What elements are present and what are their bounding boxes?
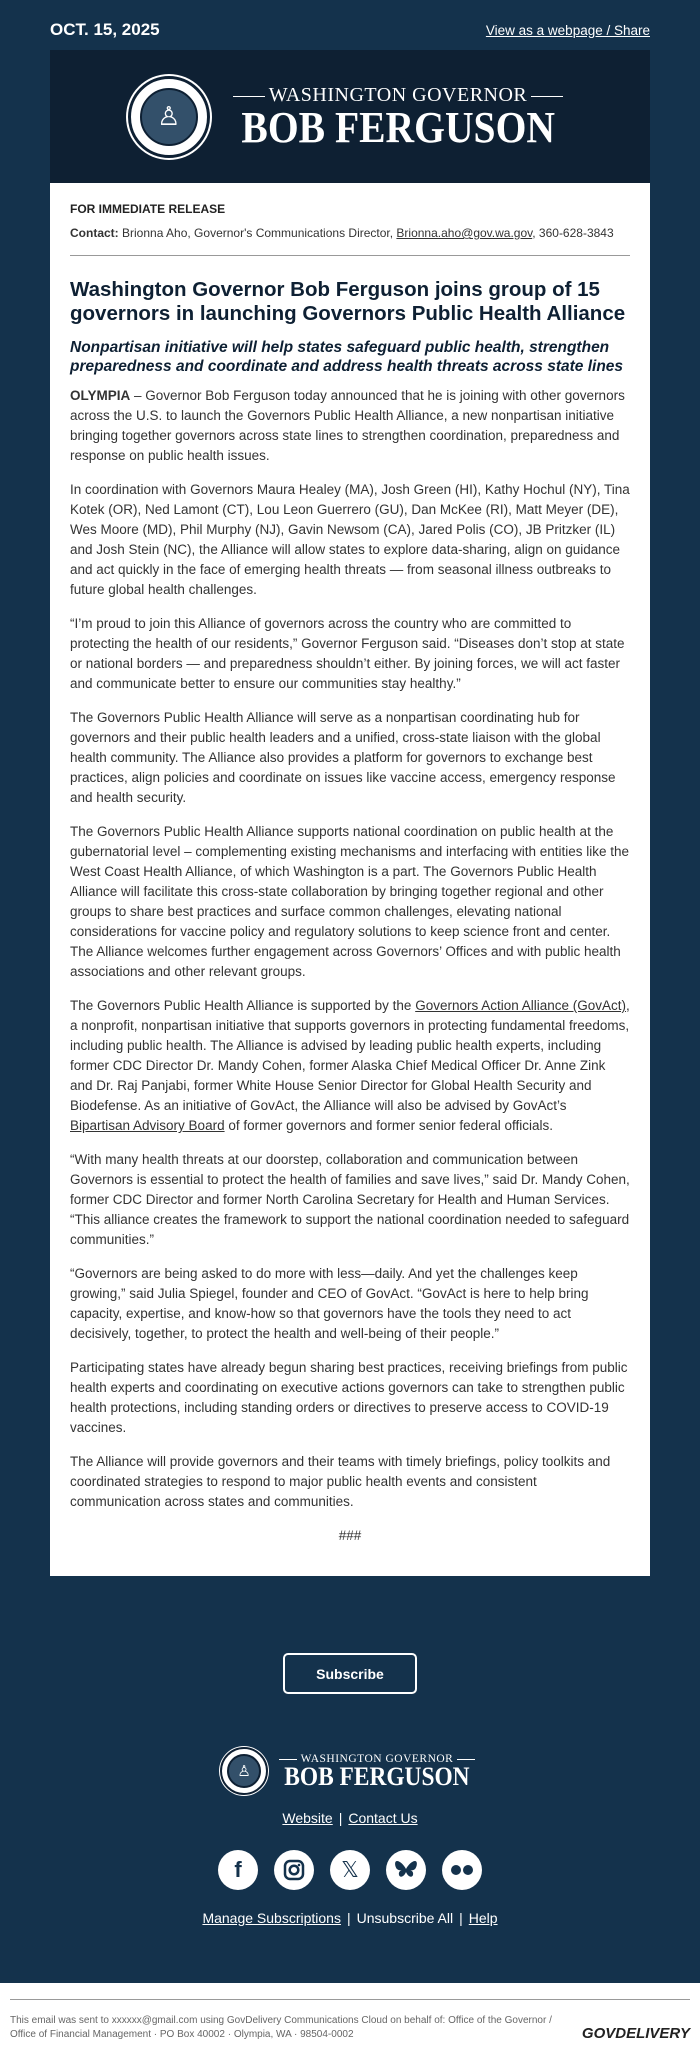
wordmark-line2: BOB FERGUSON	[241, 103, 555, 152]
governor-wordmark	[274, 1753, 480, 1789]
contact-phone: , 360-628-3843	[532, 226, 614, 240]
social-links	[0, 1850, 700, 1890]
subscribe-button[interactable]: Subscribe	[283, 1653, 417, 1694]
paragraph: The Governors Public Health Alliance supports national coordination on public health at the gubernatorial level – complementing existing mechanisms and interfacing with entities like the West Coast Health Alliance, of which Washington is a part. The Governors Public Health Alliance will facilitate this cross-state collaboration by bringing together regional and other groups to share best practices and surface common challenges, elevating national considerations for vaccine policy and regulatory solutions to keep science front and center. The Alliance welcomes further engagement across Governors’ Offices and with public health associations and other relevant groups.	[70, 824, 630, 979]
contact-email-link[interactable]: Brionna.aho@gov.wa.gov	[396, 226, 533, 240]
governor-wordmark	[224, 84, 572, 152]
view-as-webpage-link[interactable]: View as a webpage / Share	[485, 22, 650, 38]
separator: |	[338, 1810, 343, 1826]
wordmark-line1: WASHINGTON GOVERNOR	[274, 1753, 480, 1765]
bluesky-icon[interactable]	[386, 1850, 426, 1890]
govact-link[interactable]: Governors Action Alliance (GovAct)	[415, 998, 627, 1013]
wordmark-line2: BOB FERGUSON	[284, 1762, 470, 1791]
unsubscribe-all-link[interactable]: Unsubscribe All	[356, 1910, 454, 1926]
instagram-icon[interactable]	[274, 1850, 314, 1890]
article-subtitle: Nonpartisan initiative will help states safeguard public health, strengthen preparedness and coordinate and address health threats across state lines	[70, 339, 624, 375]
paragraph: The Governors Public Health Alliance will serve as a nonpartisan coordinating hub for governors and their public health leaders and a unified, cross-state liaison with the global health community. The Alliance also provides a platform for governors to exchange best practices, align policies and coordinate on issues like vaccine access, emergency response and health security.	[70, 710, 616, 805]
paragraph-text: , a nonprofit, nonpartisan initiative that supports governors in protecting fundamental freedoms, including public health. The Alliance is advised by leading public health experts, including former CDC Director Dr. Mandy Cohen, former Alaska Chief Medical Officer Dr. Anne Zink and Dr. Raj Panjabi, former White House Senior Director for Global Health Security and Biodefense. As an initiative of GovAct, the Alliance will also be advised by GovAct’s	[70, 998, 630, 1113]
x-icon[interactable]: 𝕏	[330, 1850, 370, 1890]
paragraph: In coordination with Governors Maura Healey (MA), Josh Green (HI), Kathy Hochul (NY), Tina Kotek (OR), Ned Lamont (CT), Lou Leon Guerrero (GU), Dan McKee (RI), Matt Meyer (DE), Wes Moore (MD), Phil Murphy (NJ), Gavin Newsom (CA), Jared Polis (CO), JB Pritzker (IL) and Josh Stein (NC), the Alliance will allow states to explore data-sharing, align on guidance and act quickly in the face of emerging health threats — from seasonal illness outbreaks to future global health challenges.	[70, 482, 630, 597]
washington-portrait-icon: ♙	[227, 1754, 261, 1788]
paragraph: The Alliance will provide governors and their teams with timely briefings, policy toolkits and coordinated strategies to respond to major public health events and consistent communication across states and communities.	[70, 1454, 611, 1509]
dateline: OLYMPIA	[70, 388, 131, 403]
paragraph	[70, 996, 630, 1136]
manage-subscriptions-link[interactable]: Manage Subscriptions	[202, 1910, 341, 1926]
top-bar	[50, 20, 650, 40]
legal-text: This email was sent to xxxxxx@gmail.com using GovDelivery Communications Cloud on behalf of: Office of the Governor / Office of Financial Management · PO Box 40002 · Olympia, WA · 98504-0002	[10, 2015, 552, 2040]
flickr-icon[interactable]	[442, 1850, 482, 1890]
end-marker: ###	[338, 1528, 362, 1543]
paragraph-text: The Governors Public Health Alliance is supported by the	[70, 998, 416, 1013]
paragraph: “With many health threats at our doorstep, collaboration and communication between Governors is essential to protect the health of families and save lives,” said Dr. Mandy Cohen, former CDC Director and former North Carolina Secretary for Health and Human Services. “This alliance creates the framework to support the national coordination needed to safeguard communities.”	[70, 1152, 630, 1247]
release-date: OCT. 15, 2025	[50, 20, 160, 39]
help-link[interactable]: Help	[468, 1910, 498, 1926]
advisory-board-link[interactable]: Bipartisan Advisory Board	[70, 1118, 225, 1133]
govdelivery-logo: GOVDELIVERY	[581, 2025, 690, 2042]
wordmark-line1: WASHINGTON GOVERNOR	[224, 84, 572, 107]
paragraph: “Governors are being asked to do more with less—daily. And yet the challenges keep growing,” said Julia Spiegel, founder and CEO of GovAct. “GovAct is here to help bring capacity, expertise, and know-how so that governors have the tools they need to act decisively, together, to protect the health and well-being of their people.”	[70, 1266, 589, 1341]
divider	[70, 255, 630, 256]
paragraph	[70, 386, 630, 466]
website-link[interactable]: Website	[282, 1810, 333, 1826]
footer-logo	[0, 1747, 700, 1795]
legal-footer	[10, 1999, 690, 2042]
paragraph: “I’m proud to join this Alliance of governors across the country who are committed to protecting the health of our residents,” Governor Ferguson said. “Diseases don’t stop at state or national borders — and preparedness shouldn’t either. By joining forces, we will act faster and communicate better to ensure our communities stay healthy.”	[70, 616, 625, 691]
washington-portrait-icon: ♙	[140, 88, 198, 146]
separator: |	[459, 1910, 463, 1926]
contact-label: Contact:	[70, 226, 119, 240]
contact-us-link[interactable]: Contact Us	[348, 1810, 418, 1826]
paragraph-text: of former governors and former senior federal officials.	[224, 1118, 553, 1133]
paragraph-text: – Governor Bob Ferguson today announced that he is joining with other governors across the U.S. to launch the Governors Public Health Alliance, a new nonpartisan initiative bringing together governors across state lines to strengthen coordination, preparedness and response on public health issues.	[70, 388, 625, 463]
release-label: FOR IMMEDIATE RELEASE	[70, 202, 226, 216]
article-title: Washington Governor Bob Ferguson joins group of 15 governors in launching Governors Public Health Alliance	[70, 278, 626, 325]
subscription-links	[0, 1910, 700, 1926]
state-seal-logo	[220, 1747, 268, 1795]
contact-line	[70, 223, 630, 243]
paragraph: Participating states have already begun sharing best practices, receiving briefings from public health experts and coordinating on executive actions governors can take to strengthen public health protections, including standing orders or directives to preserve access to COVID-19 vaccines.	[70, 1360, 628, 1435]
contact-text: Brionna Aho, Governor's Communications Director,	[118, 226, 397, 240]
email-card	[50, 50, 650, 1576]
separator: |	[346, 1910, 351, 1926]
facebook-icon[interactable]: f	[218, 1850, 258, 1890]
footer-links	[0, 1810, 700, 1826]
header-banner	[50, 50, 650, 183]
press-release-body	[50, 183, 650, 1576]
state-seal-logo	[128, 76, 210, 158]
